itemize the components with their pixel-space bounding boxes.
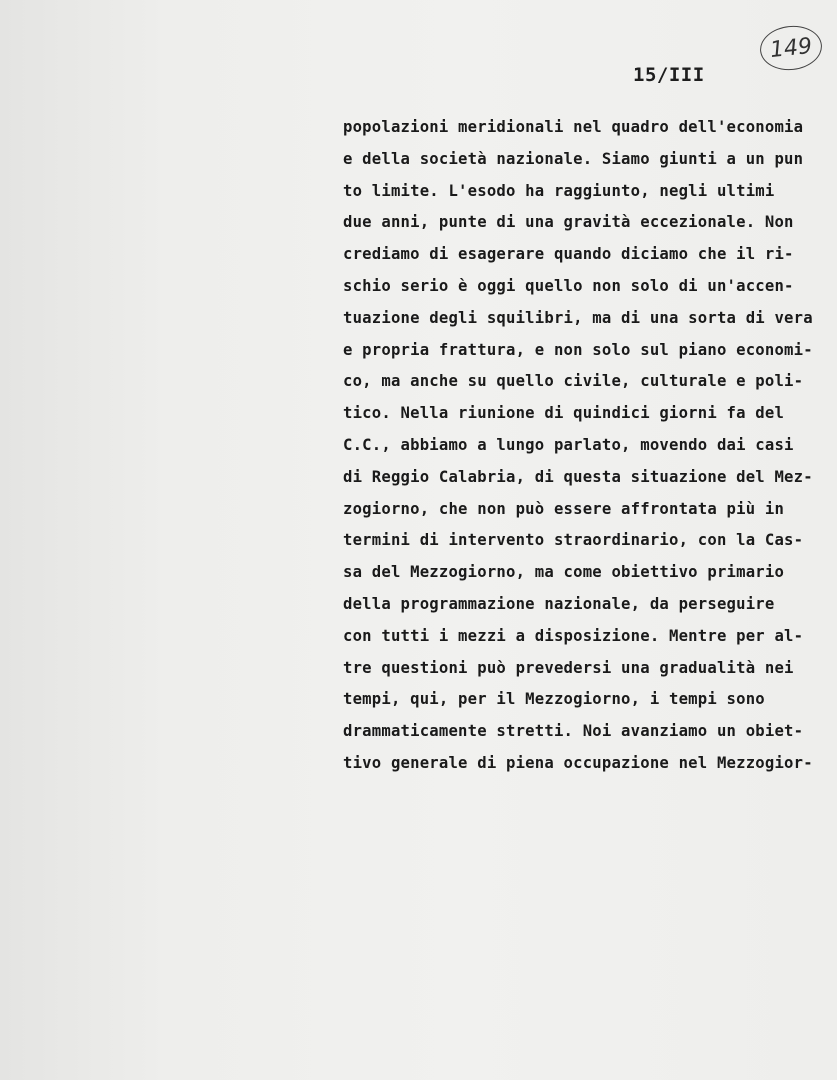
text-line: crediamo di esagerare quando diciamo che il ri-	[343, 245, 794, 264]
text-line: drammaticamente stretti. Noi avanziamo un obiet-	[343, 722, 804, 741]
text-line: C.C., abbiamo a lungo parlato, movendo dai casi	[343, 435, 794, 454]
text-line: tuazione degli squilibri, ma di una sorta di vera	[343, 308, 813, 327]
text-line: popolazioni meridionali nel quadro dell'economia	[343, 118, 804, 136]
text-line: to limite. L'esodo ha raggiunto, negli ultimi	[343, 181, 775, 200]
text-line: tre questioni può prevedersi una gradualità nei	[343, 658, 794, 677]
text-line: di Reggio Calabria, di questa situazione del Mez-	[343, 467, 813, 486]
page-number: 15/III	[633, 64, 705, 86]
text-line: della programmazione nazionale, da perseguire	[343, 594, 775, 613]
text-line: due anni, punte di una gravità eccezionale. Non	[343, 213, 794, 232]
archive-page-stamp	[758, 23, 824, 73]
text-line: sa del Mezzogiorno, ma come obiettivo primario	[343, 563, 785, 582]
text-line: tico. Nella riunione di quindici giorni fa del	[343, 404, 785, 423]
stamp-number: 149	[768, 33, 814, 63]
text-line: tempi, qui, per il Mezzogiorno, i tempi sono	[343, 690, 765, 709]
text-line: schio serio è oggi quello non solo di un'accen-	[343, 276, 794, 295]
text-line: con tutti i mezzi a disposizione. Mentre per al-	[343, 626, 804, 645]
text-line: zogiorno, che non può essere affrontata più in	[343, 499, 785, 518]
text-line: e propria frattura, e non solo sul piano economi-	[343, 340, 813, 359]
text-line: termini di intervento straordinario, con la Cas-	[343, 531, 804, 550]
text-line: e della società nazionale. Siamo giunti a un pun	[343, 149, 804, 168]
typewritten-body	[343, 112, 835, 780]
text-line: co, ma anche su quello civile, culturale e poli-	[343, 372, 804, 391]
text-line: tivo generale di piena occupazione nel Mezzogior-	[343, 753, 813, 772]
